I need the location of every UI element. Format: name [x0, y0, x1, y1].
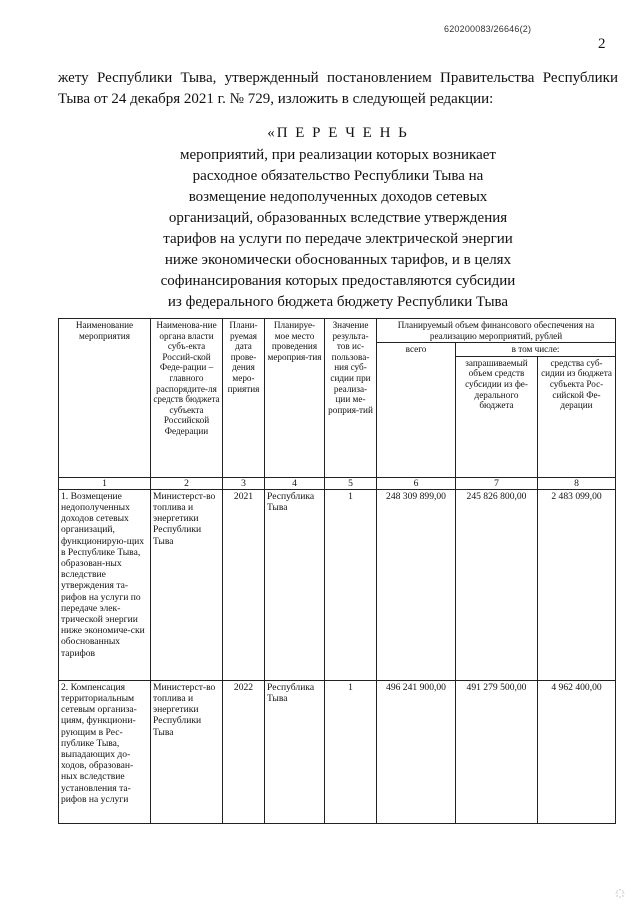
cell-place: Республика Тыва: [265, 680, 325, 823]
cell-measure-name: 1. Возмещение недополученных доходов сетевых организаций, функционирую-щих в Республике Тыва, образован-ных вследствие утверждения та-рифов на услуги по передаче элек-трической энергии ниже экономиче-ски обоснованных тарифов: [59, 489, 151, 680]
title-line: тарифов на услуги по передаче электрической энергии: [163, 231, 513, 247]
measures-table: [58, 318, 616, 824]
column-number: 8: [538, 477, 616, 489]
header-including: в том числе:: [456, 343, 616, 357]
column-number: 3: [223, 477, 265, 489]
cell-federal: 491 279 500,00: [456, 680, 538, 823]
column-number-row: [59, 477, 616, 489]
title-line: расходное обязательство Республики Тыва на: [192, 168, 484, 184]
header-result-value: Значение результа-тов ис-пользова-ния суб-сидии при реализа-ции ме-роприя-тий: [325, 319, 377, 478]
column-number: 7: [456, 477, 538, 489]
header-planned-place: Планируе-мое место проведения мероприя-тия: [265, 319, 325, 478]
cell-authority: Министерст-во топлива и энергетики Республики Тыва: [151, 680, 223, 823]
page-number: 2: [598, 36, 606, 52]
column-number: 4: [265, 477, 325, 489]
intro-line-1: жету Республики Тыва, утвержденный постановлением Правительства Республики: [58, 70, 618, 86]
cell-regional: 4 962 400,00: [538, 680, 616, 823]
title-line: из федерального бюджета бюджету Республики Тыва: [167, 294, 509, 310]
table-row: [59, 680, 616, 823]
cell-year: 2022: [223, 680, 265, 823]
column-number: 5: [325, 477, 377, 489]
header-regional: средства суб-сидии из бюджета субъекта Рос-сийской Фе-дерации: [538, 356, 616, 477]
cell-total: 248 309 899,00: [377, 489, 456, 680]
cell-federal: 245 826 800,00: [456, 489, 538, 680]
header-funding-group: Планируемый объем финансового обеспечения на реализацию мероприятий, рублей: [377, 319, 616, 343]
document-id: 620200083/26646(2): [444, 24, 532, 34]
column-number: 6: [377, 477, 456, 489]
cell-regional: 2 483 099,00: [538, 489, 616, 680]
title-line: организаций, образованных вследствие утверждения: [168, 210, 508, 226]
title-line: возмещение недополученных доходов сетевых: [188, 189, 488, 205]
intro-paragraph: [58, 68, 618, 110]
title-line: мероприятий, при реализации которых возникает: [180, 147, 496, 163]
cell-result: 1: [325, 489, 377, 680]
cell-measure-name: 2. Компенсация территориальным сетевым организа-циям, функциони-рующим в Рес-публике Тыва, выпадающих до-ходов, образован-ных вследствие установления та-рифов на услуги: [59, 680, 151, 823]
header-authority: Наименова-ние органа власти субъ-екта Россий-ской Феде-рации – главного распорядите-ля средств бюджета субъекта Российской Федерации: [151, 319, 223, 478]
title-heading: «П Е Р Е Ч Е Н Ь: [267, 125, 409, 141]
title-block: [58, 123, 618, 313]
header-planned-date: Плани-руемая дата прове-дения меро-приятия: [223, 319, 265, 478]
cell-total: 496 241 900,00: [377, 680, 456, 823]
cell-result: 1: [325, 680, 377, 823]
cell-authority: Министерст-во топлива и энергетики Республики Тыва: [151, 489, 223, 680]
column-number: 2: [151, 477, 223, 489]
cell-place: Республика Тыва: [265, 489, 325, 680]
title-line: ниже экономически обоснованных тарифов, и в целях: [164, 252, 512, 268]
cell-year: 2021: [223, 489, 265, 680]
column-number: 1: [59, 477, 151, 489]
header-measure-name: Наименование мероприятия: [59, 319, 151, 478]
title-line: софинансирования которых предоставляются субсидии: [160, 273, 516, 289]
intro-line-2: Тыва от 24 декабря 2021 г. № 729, изложить в следующей редакции:: [58, 91, 494, 107]
table-row: [59, 489, 616, 680]
header-total: всего: [377, 343, 456, 478]
header-federal: запрашиваемый объем средств субсидии из фе-дерального бюджета: [456, 356, 538, 477]
